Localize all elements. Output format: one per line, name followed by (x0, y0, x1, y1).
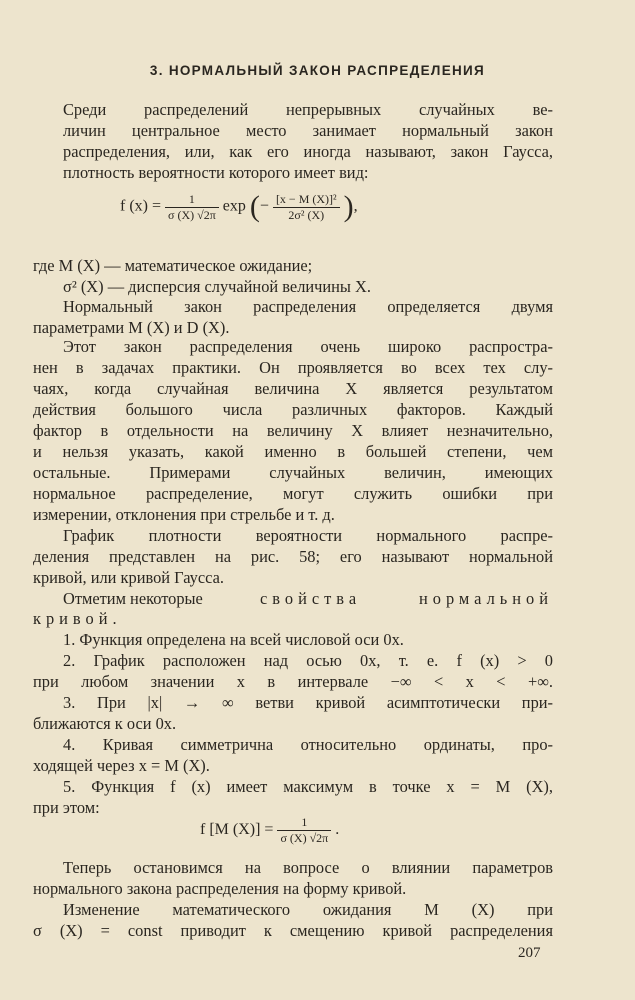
property-3: 3. При |x| → ∞ ветви кривой асимптотически при- (63, 693, 553, 712)
text-line: нормального закона распределения на форму кривой. (33, 879, 407, 898)
property-5: 5. Функция f (x) имеет максимум в точке x = M (X), (63, 777, 553, 796)
text-line: Нормальный закон распределения определяется двумя (63, 297, 553, 316)
text-line: деления представлен на рис. 58; его называют нормальной (33, 547, 553, 566)
text-line: и нельзя указать, какой именно в большей степени, чем (33, 442, 553, 461)
text-line: σ (X) = const приводит к смещению кривой распределения (33, 921, 553, 940)
text-line: График плотности вероятности нормального распре- (63, 526, 553, 545)
max-value-formula: f [M (X)] = $\frac{1}{\sigma (X) √2\pi}$ . (200, 815, 340, 845)
section-title: 3. НОРМАЛЬНЫЙ ЗАКОН РАСПРЕДЕЛЕНИЯ (149, 63, 486, 78)
text-line: нен в задачах практики. Он проявляется во всех тех слу- (33, 358, 553, 377)
text-line: при этом: (33, 798, 100, 817)
gauss-density-formula: f (x) = $\frac{1}{\sigma (X) √2\pi}$ exp (− $\frac{\text{[x − M (X)]²}}{\text{2σ² (X)}}$ ), (120, 190, 358, 223)
spaced-text: свойства нормальной (260, 589, 553, 608)
text-line: Теперь остановимся на вопросе о влиянии параметров (63, 858, 553, 877)
text-line: измерении, отклонения при стрельбе и т. д. (33, 505, 335, 524)
page-number: 207 (518, 945, 541, 961)
text-line: Среди распределений непрерывных случайных ве- (63, 100, 553, 119)
text-line: ближаются к оси 0x. (33, 714, 177, 733)
text-line: ходящей через x = M (X). (33, 756, 210, 775)
text-line: Изменение математического ожидания M (X) при (63, 900, 553, 919)
definition-line: где M (X) — математическое ожидание; (33, 256, 313, 275)
spaced-text: кривой. (33, 609, 122, 628)
text-line: нормальное распределение, могут служить ошибки при (33, 484, 553, 503)
property-4: 4. Кривая симметрична относительно ординаты, про- (63, 735, 553, 754)
text-line: фактор в отдельности на величину X влияет незначительно, (33, 421, 553, 440)
text-line: Этот закон распределения очень широко распростра- (63, 337, 553, 356)
definition-line: σ² (X) — дисперсия случайной величины X. (63, 277, 371, 296)
property-2: 2. График расположен над осью 0x, т. е. f (x) > 0 (63, 651, 553, 670)
text-line: кривой, или кривой Гаусса. (33, 568, 224, 587)
text-line: чаях, когда случайная величина X является результатом (33, 379, 553, 398)
text-line: параметрами M (X) и D (X). (33, 318, 230, 337)
text-line: остальные. Примерами случайных величин, имеющих (33, 463, 553, 482)
text-line: плотность вероятности которого имеет вид: (63, 163, 369, 182)
text-line: личин центральное место занимает нормальный закон (63, 121, 553, 140)
text-line: при любом значении x в интервале −∞ < x < +∞. (33, 672, 553, 691)
text-line: распределения, или, как его иногда называют, закон Гаусса, (63, 142, 553, 161)
text-line: Отметим некоторые (63, 589, 203, 608)
property-1: 1. Функция определена на всей числовой оси 0x. (63, 630, 404, 649)
text-line: действия большого числа различных факторов. Каждый (33, 400, 553, 419)
